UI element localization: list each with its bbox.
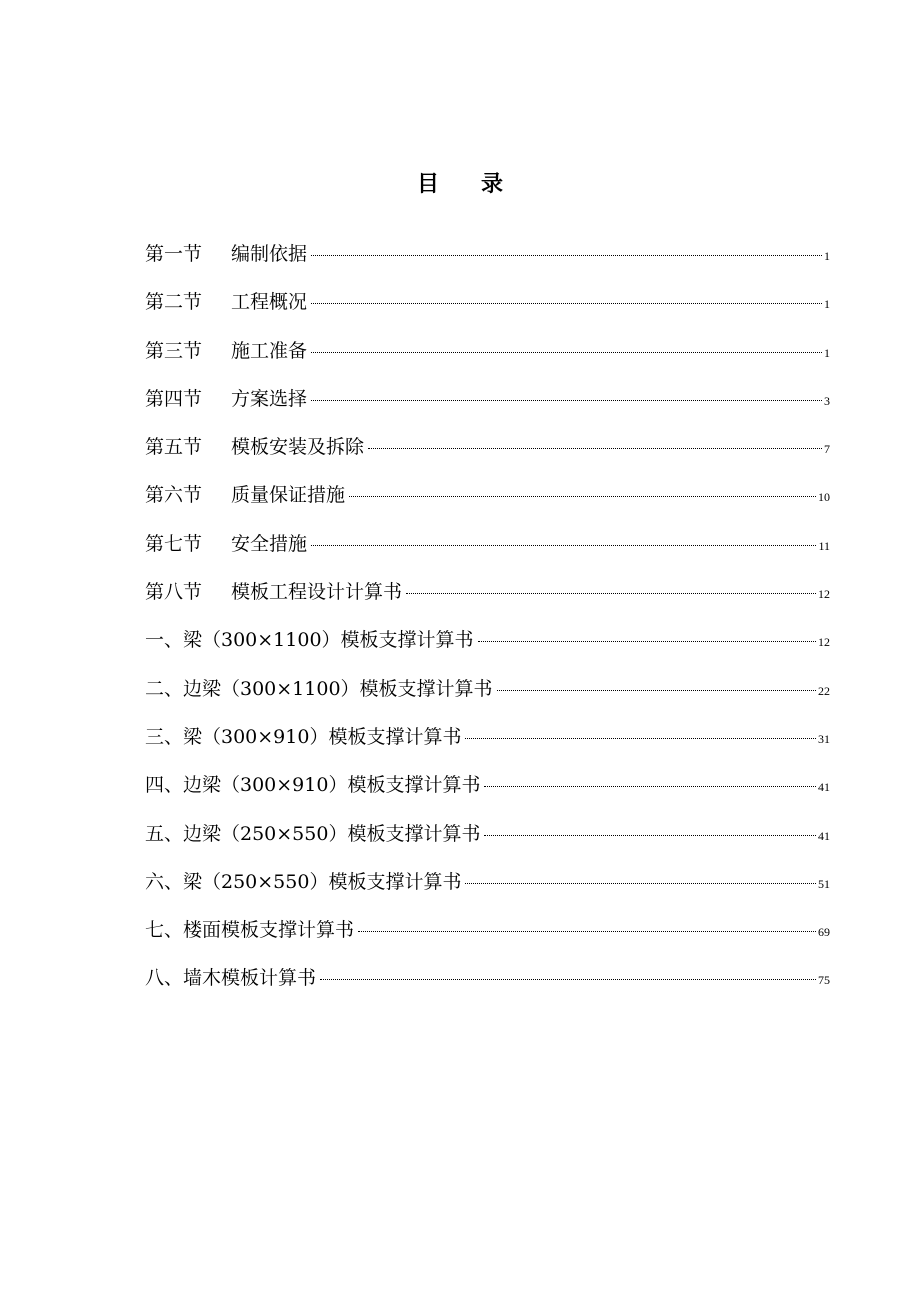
toc-dot-leader xyxy=(311,400,822,401)
toc-entry-label: 编制依据 xyxy=(231,243,308,265)
toc-entry-section: 第八节 xyxy=(145,581,203,604)
toc-entry-label: 工程概况 xyxy=(231,291,308,314)
toc-dot-leader xyxy=(497,690,816,691)
toc-entry-page-number: 41 xyxy=(818,828,830,843)
toc-entry-section: 第三节 xyxy=(145,339,203,362)
toc-entry-label: 三、梁（300×910）模板支撑计算书 xyxy=(145,725,462,748)
toc-entry-page-number: 1 xyxy=(824,249,830,263)
toc-entry-section: 第一节 xyxy=(145,243,203,265)
toc-entry-page-number: 3 xyxy=(824,393,830,408)
toc-entry-page-number: 41 xyxy=(818,780,830,795)
toc-entry-page-number: 1 xyxy=(824,345,830,360)
toc-entry-page-number: 31 xyxy=(818,731,830,746)
toc-entry-label: 五、边梁（250×550）模板支撑计算书 xyxy=(145,822,481,845)
toc-dot-leader xyxy=(311,352,822,353)
toc-entry[interactable] xyxy=(145,528,830,576)
toc-entry-label: 方案选择 xyxy=(231,387,308,410)
toc-dot-leader xyxy=(465,738,816,739)
toc-entry[interactable] xyxy=(145,673,830,721)
toc-entry-page-number: 51 xyxy=(818,876,830,891)
toc-entry-section: 第四节 xyxy=(145,387,203,410)
toc-entry-section: 第六节 xyxy=(145,484,203,507)
toc-entry-label: 四、边梁（300×910）模板支撑计算书 xyxy=(145,774,481,797)
toc-entry[interactable] xyxy=(145,818,830,866)
toc-entry-section: 第五节 xyxy=(145,436,203,459)
toc-entry-page-number: 12 xyxy=(818,635,830,650)
toc-entry[interactable] xyxy=(145,286,830,334)
toc-dot-leader xyxy=(484,786,816,787)
toc-title-char-1: 目 xyxy=(416,171,439,197)
toc-entry-label: 六、梁（250×550）模板支撑计算书 xyxy=(145,870,462,893)
toc-dot-leader xyxy=(406,593,816,594)
toc-entry[interactable] xyxy=(145,479,830,527)
toc-entry-label: 八、墙木模板计算书 xyxy=(145,967,317,990)
toc-dot-leader xyxy=(311,545,816,546)
toc-dot-leader xyxy=(465,883,816,884)
toc-dot-leader xyxy=(349,496,816,497)
toc-entry-page-number: 10 xyxy=(818,490,830,505)
toc-entry[interactable] xyxy=(145,383,830,431)
toc-entry[interactable] xyxy=(145,431,830,479)
toc-list xyxy=(145,238,830,1011)
toc-dot-leader xyxy=(311,303,822,304)
toc-entry-label: 安全措施 xyxy=(231,532,308,555)
toc-title xyxy=(0,166,920,202)
toc-entry-page-number: 22 xyxy=(818,683,830,698)
toc-entry-label: 二、边梁（300×1100）模板支撑计算书 xyxy=(145,677,493,700)
toc-entry-label: 一、梁（300×1100）模板支撑计算书 xyxy=(145,629,474,652)
toc-entry-label: 七、楼面模板支撑计算书 xyxy=(145,919,355,942)
toc-entry-page-number: 7 xyxy=(824,442,830,457)
toc-entry-section: 第七节 xyxy=(145,532,203,555)
toc-entry[interactable] xyxy=(145,576,830,624)
toc-entry-label: 质量保证措施 xyxy=(231,484,346,507)
toc-entry[interactable] xyxy=(145,866,830,914)
toc-entry-page-number: 1 xyxy=(824,297,830,312)
toc-entry[interactable] xyxy=(145,962,830,1010)
toc-dot-leader xyxy=(484,835,816,836)
toc-entry-section: 第二节 xyxy=(145,291,203,314)
toc-dot-leader xyxy=(368,448,822,449)
toc-entry[interactable] xyxy=(145,335,830,383)
toc-entry-page-number: 69 xyxy=(818,925,830,940)
toc-entry[interactable] xyxy=(145,624,830,672)
toc-entry[interactable] xyxy=(145,769,830,817)
toc-title-char-2: 录 xyxy=(481,171,504,197)
toc-dot-leader xyxy=(320,979,816,980)
toc-dot-leader xyxy=(311,255,822,256)
toc-dot-leader xyxy=(358,931,816,932)
toc-entry-page-number: 75 xyxy=(818,973,830,988)
toc-entry[interactable] xyxy=(145,238,830,286)
toc-dot-leader xyxy=(478,641,816,642)
toc-entry-label: 模板安装及拆除 xyxy=(231,436,365,459)
toc-entry-label: 施工准备 xyxy=(231,339,308,362)
toc-entry[interactable] xyxy=(145,721,830,769)
toc-entry-page-number: 11 xyxy=(818,538,830,553)
toc-entry-page-number: 12 xyxy=(818,587,830,602)
toc-entry[interactable] xyxy=(145,914,830,962)
toc-entry-label: 模板工程设计计算书 xyxy=(231,581,403,604)
